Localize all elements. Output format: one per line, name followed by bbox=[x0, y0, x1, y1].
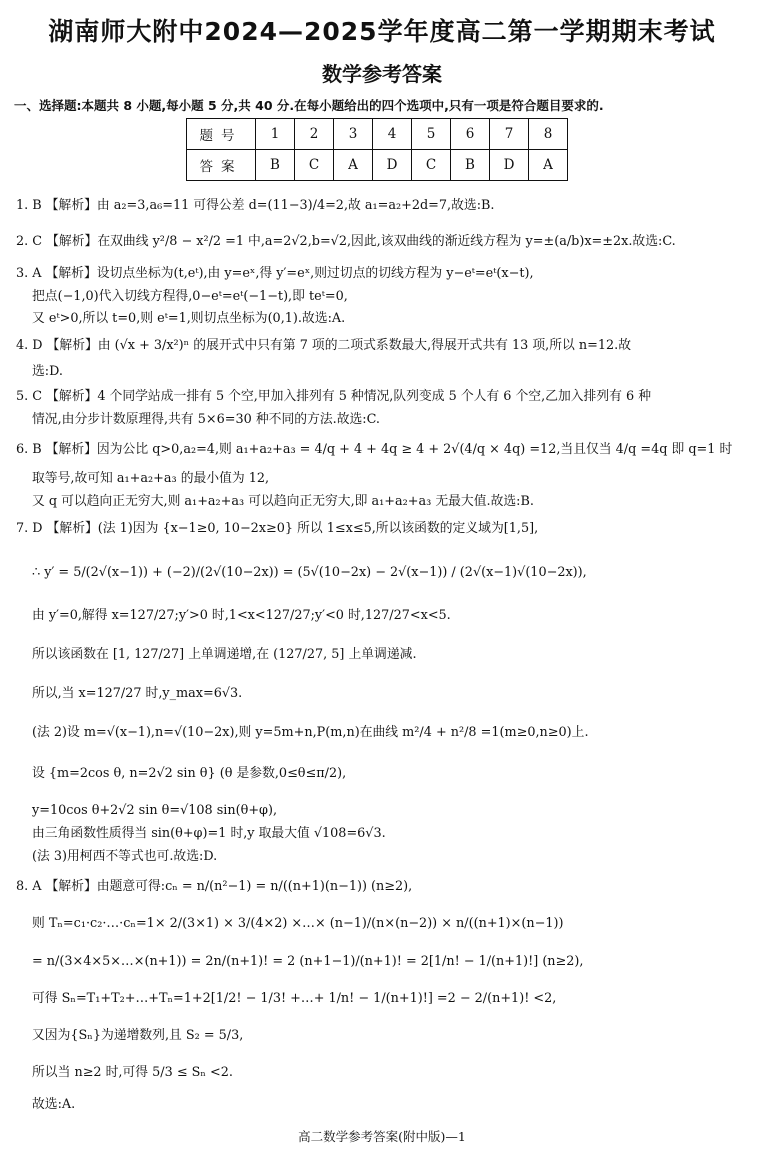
solution-q6-line: 取等号,故可知 a₁+a₂+a₃ 的最小值为 12, bbox=[32, 471, 270, 486]
solution-q7-line: 所以,当 x=127/27 时,y_max=6√3. bbox=[32, 686, 243, 701]
table-cell: B bbox=[256, 150, 295, 181]
solution-q7-line: 7. D 【解析】(法 1)因为 {x−1≥0, 10−2x≥0} 所以 1≤x≤5,所以该函数的定义域为[1,5], bbox=[16, 521, 539, 536]
solution-q7-line: y=10cos θ+2√2 sin θ=√108 sin(θ+φ), bbox=[32, 803, 278, 818]
solution-q7-line: 由三角函数性质得当 sin(θ+φ)=1 时,y 取最大值 √108=6√3. bbox=[32, 826, 386, 841]
table-cell: 1 bbox=[256, 119, 295, 150]
solution-q8-line: = n/(3×4×5×…×(n+1)) = 2n/(n+1)! = 2 (n+1−1)/(n+1)! = 2[1/n! − 1/(n+1)!] (n≥2), bbox=[32, 954, 584, 969]
document-subtitle: 数学参考答案 bbox=[322, 62, 442, 86]
table-header-cell: 题号 bbox=[187, 119, 256, 150]
solution-q7-line: ∴ y′ = 5/(2√(x−1)) + (−2)/(2√(10−2x)) = (5√(10−2x) − 2√(x−1)) / (2√(x−1)√(10−2x)), bbox=[32, 565, 587, 580]
solution-q8-line: 又因为{Sₙ}为递增数列,且 S₂ = 5/3, bbox=[32, 1028, 244, 1043]
solution-q8-line: 8. A 【解析】由题意可得:cₙ = n/(n²−1) = n/((n+1)(n−1)) (n≥2), bbox=[16, 879, 413, 894]
document-title: 湖南师大附中2024—2025学年度高二第一学期期末考试 bbox=[48, 17, 716, 46]
solution-q5-line: 情况,由分步计数原理得,共有 5×6=30 种不同的方法.故选:C. bbox=[32, 412, 381, 427]
solution-q7-line: 所以该函数在 [1, 127/27] 上单调递增,在 (127/27, 5] 上单调递减. bbox=[32, 647, 417, 662]
solution-q8-line: 则 Tₙ=c₁·c₂·…·cₙ=1× 2/(3×1) × 3/(4×2) ×…× (n−1)/(n×(n−2)) × n/((n+1)×(n−1)) bbox=[32, 916, 564, 931]
table-cell: A bbox=[334, 150, 373, 181]
table-cell: 6 bbox=[451, 119, 490, 150]
table-cell: A bbox=[529, 150, 568, 181]
answer-table bbox=[186, 118, 568, 181]
table-cell: 4 bbox=[373, 119, 412, 150]
solution-q7-line: (法 2)设 m=√(x−1),n=√(10−2x),则 y=5m+n,P(m,n)在曲线 m²/4 + n²/8 =1(m≥0,n≥0)上. bbox=[32, 725, 589, 740]
table-cell: 3 bbox=[334, 119, 373, 150]
solution-q8-line: 可得 Sₙ=T₁+T₂+…+Tₙ=1+2[1/2! − 1/3! +…+ 1/n! − 1/(n+1)!] =2 − 2/(n+1)! <2, bbox=[32, 991, 557, 1006]
table-cell: C bbox=[295, 150, 334, 181]
table-cell: 7 bbox=[490, 119, 529, 150]
section-heading: 一、选择题:本题共 8 小题,每小题 5 分,共 40 分.在每小题给出的四个选项中,只有一项是符合题目要求的. bbox=[14, 98, 604, 113]
page-footer: 高二数学参考答案(附中版)—1 bbox=[298, 1129, 466, 1144]
solution-q3-line: 把点(−1,0)代入切线方程得,0−eᵗ=eᵗ(−1−t),即 teᵗ=0, bbox=[32, 289, 348, 304]
solution-q6-line: 又 q 可以趋向正无穷大,则 a₁+a₂+a₃ 可以趋向正无穷大,即 a₁+a₂+a₃ 无最大值.故选:B. bbox=[32, 494, 534, 509]
solution-q4-line: 4. D 【解析】由 (√x + 3/x²)ⁿ 的展开式中只有第 7 项的二项式系数最大,得展开式共有 13 项,所以 n=12.故 bbox=[16, 338, 632, 353]
table-cell: B bbox=[451, 150, 490, 181]
table-row-numbers bbox=[187, 119, 568, 150]
solution-q7-line: 由 y′=0,解得 x=127/27;y′>0 时,1<x<127/27;y′<0 时,127/27<x<5. bbox=[32, 608, 451, 623]
solution-q8-line: 故选:A. bbox=[32, 1097, 76, 1112]
solution-q4-line: 选:D. bbox=[32, 364, 63, 379]
solution-q2: 2. C 【解析】在双曲线 y²/8 − x²/2 =1 中,a=2√2,b=√2,因此,该双曲线的渐近线方程为 y=±(a/b)x=±2x.故选:C. bbox=[16, 234, 676, 249]
solution-q1: 1. B 【解析】由 a₂=3,a₆=11 可得公差 d=(11−3)/4=2,故 a₁=a₂+2d=7,故选:B. bbox=[16, 198, 495, 213]
table-cell: 2 bbox=[295, 119, 334, 150]
solution-q8-line: 所以当 n≥2 时,可得 5/3 ≤ Sₙ <2. bbox=[32, 1065, 233, 1080]
solution-q5-line: 5. C 【解析】4 个同学站成一排有 5 个空,甲加入排列有 5 种情况,队列变成 5 个人有 6 个空,乙加入排列有 6 种 bbox=[16, 389, 652, 404]
table-row-answers bbox=[187, 150, 568, 181]
solution-q6-line: 6. B 【解析】因为公比 q>0,a₂=4,则 a₁+a₂+a₃ = 4/q + 4 + 4q ≥ 4 + 2√(4/q × 4q) =12,当且仅当 4/q =4q 即 q=1 时 bbox=[16, 442, 733, 457]
table-cell: D bbox=[373, 150, 412, 181]
solution-q3-line: 又 eᵗ>0,所以 t=0,则 eᵗ=1,则切点坐标为(0,1).故选:A. bbox=[32, 311, 346, 326]
table-cell: D bbox=[490, 150, 529, 181]
solution-q3-line: 3. A 【解析】设切点坐标为(t,eᵗ),由 y=eˣ,得 y′=eˣ,则过切点的切线方程为 y−eᵗ=eᵗ(x−t), bbox=[16, 266, 534, 281]
table-header-cell: 答案 bbox=[187, 150, 256, 181]
table-cell: 8 bbox=[529, 119, 568, 150]
solution-q7-line: 设 {m=2cos θ, n=2√2 sin θ} (θ 是参数,0≤θ≤π/2), bbox=[32, 766, 347, 781]
solution-q7-line: (法 3)用柯西不等式也可.故选:D. bbox=[32, 849, 218, 864]
table-cell: C bbox=[412, 150, 451, 181]
table-cell: 5 bbox=[412, 119, 451, 150]
